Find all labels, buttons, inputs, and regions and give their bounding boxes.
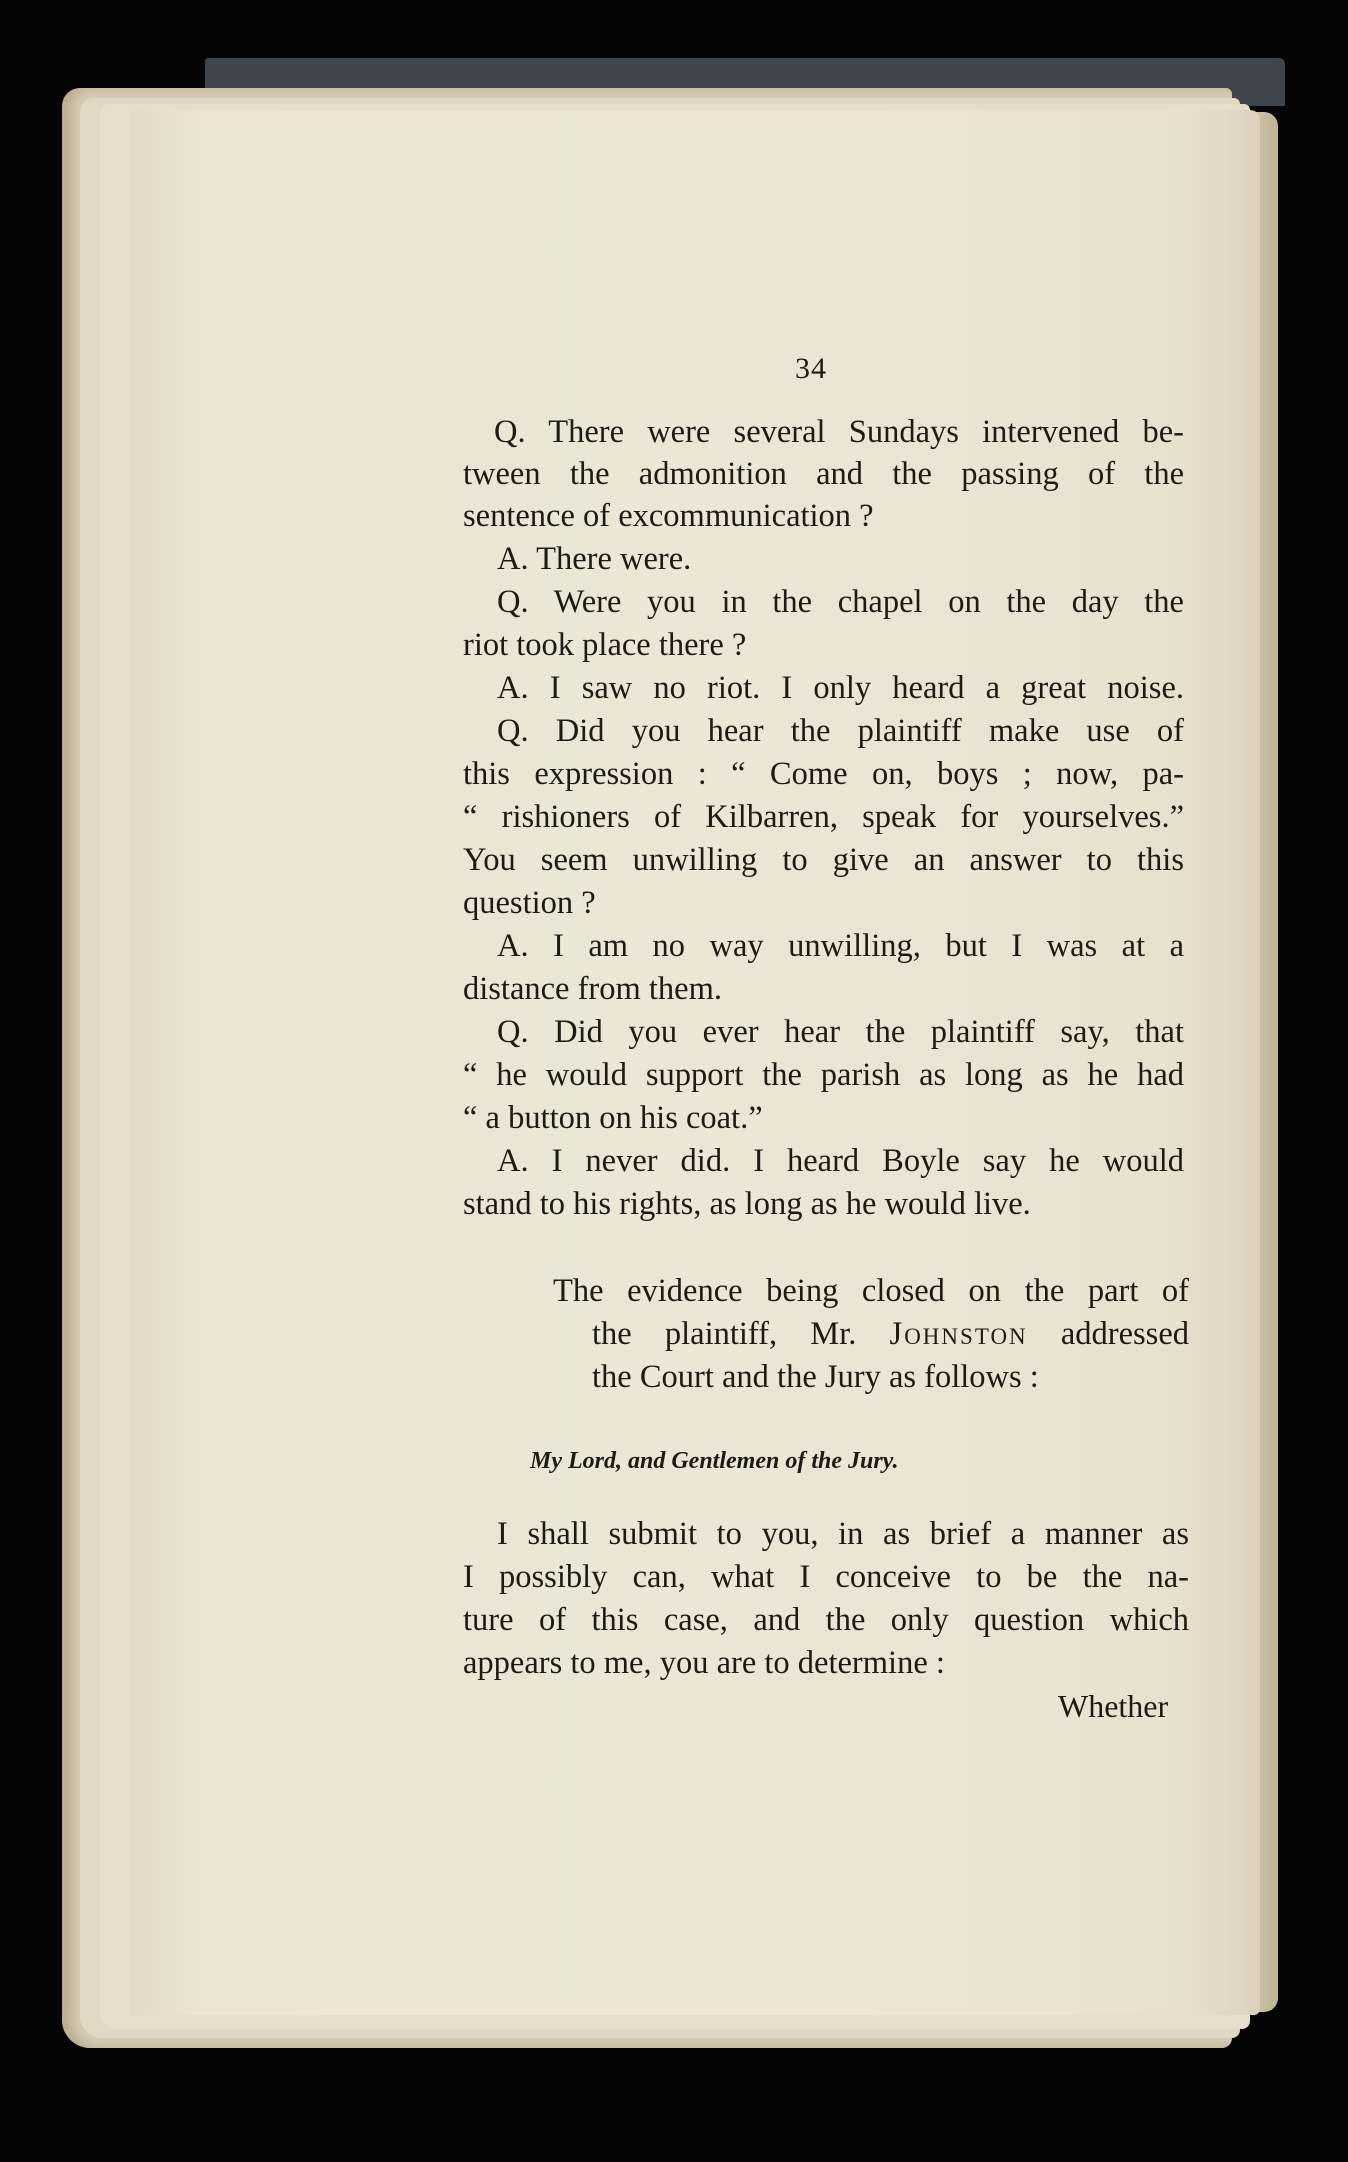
speech-line-3: ture of this case, and the only question which: [463, 1602, 1189, 1638]
text-line-8: Q. Did you hear the plaintiff make use of: [497, 713, 1184, 749]
text-line-11: You seem unwilling to give an answer to this: [463, 842, 1184, 878]
text-line-18: A. I never did. I heard Boyle say he would: [497, 1143, 1184, 1179]
text-line-14: distance from them.: [463, 971, 723, 1007]
text-line-17: “ a button on his coat.”: [463, 1100, 763, 1136]
narration-line-2-start: the plaintiff, Mr.: [592, 1316, 857, 1352]
text-line-9: this expression : “ Come on, boys ; now, pa-: [463, 756, 1184, 792]
text-line-12: question ?: [463, 885, 596, 921]
text-line-4: A. There were.: [497, 541, 692, 577]
text-line-3: sentence of excommunication ?: [463, 498, 874, 534]
text-line-2: tween the admonition and the passing of the: [463, 456, 1184, 492]
text-line-19: stand to his rights, as long as he would live.: [463, 1186, 1031, 1222]
text-line-6: riot took place there ?: [463, 627, 747, 663]
narration-line-2: [592, 1315, 1189, 1353]
page-number: 34: [795, 352, 827, 385]
text-line-5: Q. Were you in the chapel on the day the: [497, 584, 1184, 620]
text-line-7: A. I saw no riot. I only heard a great noise.: [497, 670, 1184, 706]
speech-line-1: I shall submit to you, in as brief a manner as: [497, 1516, 1189, 1552]
speaker-name: Johnston: [889, 1316, 1028, 1352]
text-line-10: “ rishioners of Kilbarren, speak for yourselves.”: [463, 799, 1184, 835]
text-line-13: A. I am no way unwilling, but I was at a: [497, 928, 1184, 964]
narration-line-2-end: addressed: [1060, 1316, 1190, 1352]
narration-line-1: The evidence being closed on the part of: [553, 1273, 1189, 1309]
salutation-heading: My Lord, and Gentlemen of the Jury.: [530, 1448, 899, 1474]
speech-line-2: I possibly can, what I conceive to be the na-: [463, 1559, 1189, 1595]
text-line-16: “ he would support the parish as long as he had: [463, 1057, 1184, 1093]
speech-line-4: appears to me, you are to determine :: [463, 1645, 945, 1681]
catchword: Whether: [1058, 1688, 1169, 1724]
text-line-15: Q. Did you ever hear the plaintiff say, that: [497, 1014, 1184, 1050]
text-line-1: Q. There were several Sundays intervened be-: [494, 414, 1184, 450]
narration-line-3: the Court and the Jury as follows :: [592, 1359, 1039, 1395]
